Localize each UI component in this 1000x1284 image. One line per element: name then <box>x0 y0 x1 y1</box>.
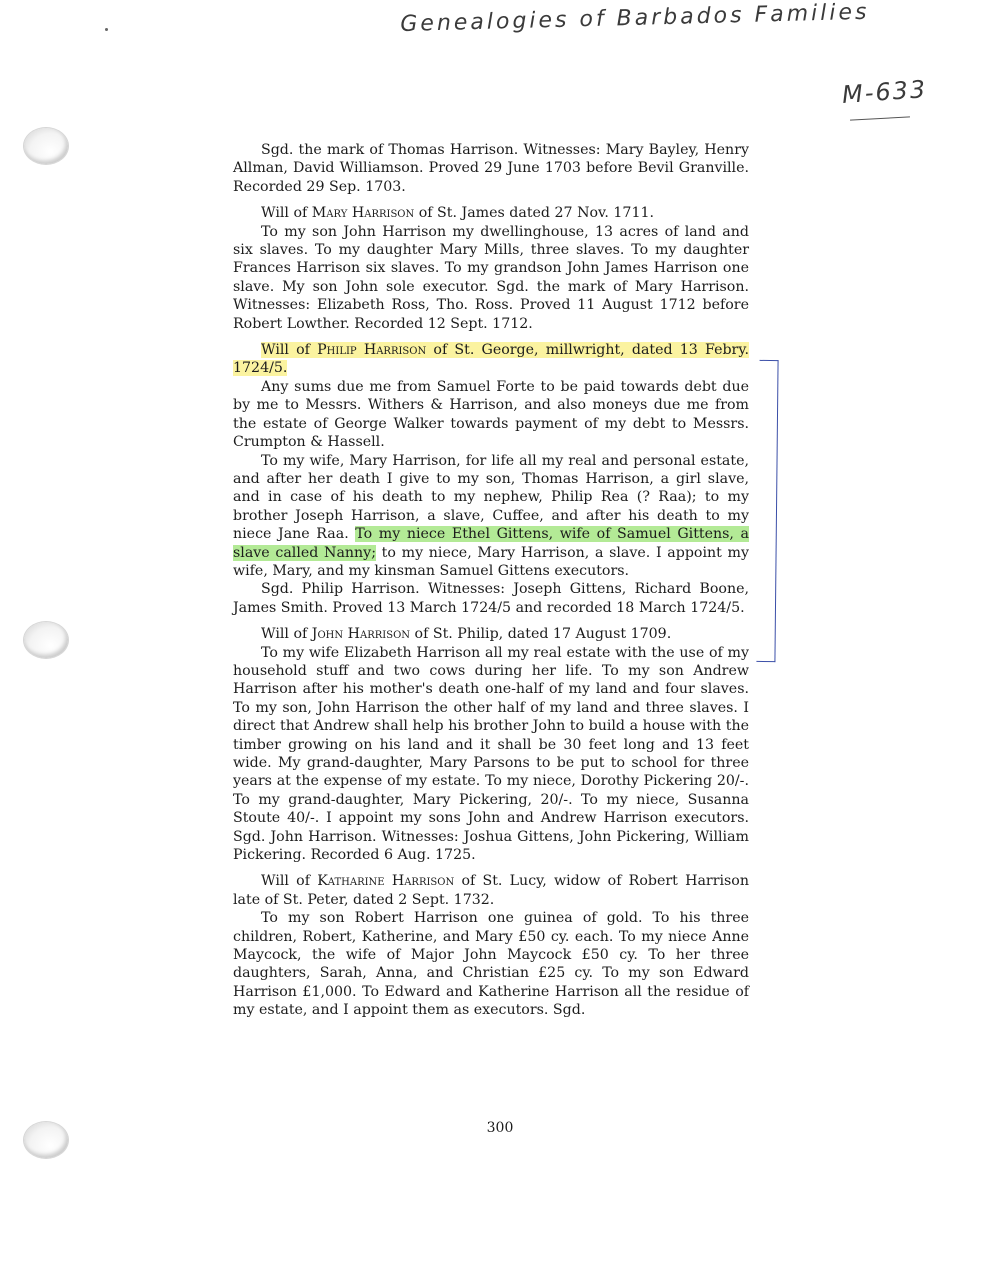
paragraph-p8-part: Will of <box>261 626 312 643</box>
paragraph-p11 <box>233 909 749 1019</box>
text-column <box>233 141 749 1028</box>
paragraph-p4-part: of St. George, millwright, dated 13 Febry. 1724/5. <box>233 342 749 377</box>
paragraph-p10-part: of St. Lucy, widow of Robert Harrison late of St. Peter, dated 2 Sept. 1732. <box>233 873 749 908</box>
paragraph-p8-part: of St. Philip, dated 17 August 1709. <box>410 626 672 643</box>
paragraph-p2-part: Mary Harrison <box>311 205 415 222</box>
paragraph-p2 <box>233 204 749 222</box>
paragraph-p4-part: Will of <box>261 342 318 359</box>
handwritten-reference: M-633 <box>841 75 929 109</box>
page-number: 300 <box>486 1120 514 1136</box>
paragraph-p7 <box>233 580 749 617</box>
margin-bracket <box>756 360 778 662</box>
paragraph-p8 <box>233 625 749 643</box>
paragraph-p1-part: Sgd. the mark of Thomas Harrison. Witnesses: Mary Bayley, Henry Allman, David Williamson. Proved 29 June 1703 before Bevil Granville. Recorded 29 Sep. 1703. <box>233 142 749 195</box>
paragraph-p6 <box>233 452 749 581</box>
paragraph-p11-part: To my son Robert Harrison one guinea of gold. To his three children, Robert, Katherine, and Mary £50 cy. each. To my niece Anne Maycock, the wife of Major John Maycock £50 cy. To her three daughters, Sarah, Anna, and Christian £25 cy. To my son Edward Harrison £1,000. To Edward and Katherine Harrison all the residue of my estate, and I appoint them as executors. Sgd. <box>233 910 749 1019</box>
paragraph-p1 <box>233 141 749 196</box>
paragraph-p10 <box>233 872 749 909</box>
handwritten-title: Genealogies of Barbados Families <box>400 0 870 37</box>
paragraph-p10-part: Katharine Harrison <box>317 873 455 890</box>
paragraph-p9-part: To my wife Elizabeth Harrison all my real estate with the use of my household stuff and two cows during her life. To my son Andrew Harrison after his mother's death one-half of my land and four slaves. To my son, John Harrison the other half of my land and three slaves. I direct that Andrew shall help his brother John to build a house with the timber growing on his land and it shall be 30 feet long and 13 feet wide. My grand-daughter, Mary Parsons to be put to school for three years at the expense of my estate. To my niece, Dorothy Pickering 20/-. To my grand-daughter, Mary Pickering, 20/-. To my niece, Susanna Stoute 40/-. I appoint my sons John and Andrew Harrison executors. Sgd. John Harrison. Witnesses: Joshua Gittens, John Pickering, William Pickering. Recorded 6 Aug. 1725. <box>233 644 749 864</box>
paragraph-p6-part: To my niece Ethel Gittens, wife of Samuel Gittens, a slave called Nanny; <box>233 526 749 561</box>
binder-hole-middle <box>24 622 68 658</box>
paragraph-p6-part: To my wife, Mary Harrison, for life all my real and personal estate, and after her death I give to my son, Thomas Harrison, a girl slave, and in case of his death to my nephew, Philip Rea (? Raa); to my brother Joseph Harrison, a slave, Cuffee, and after his death to my niece Jane Raa. <box>233 452 749 543</box>
paragraph-p4-part: Philip Harrison <box>317 342 427 359</box>
paragraph-p2-part: Will of <box>261 205 312 222</box>
paragraph-p6-part: to my niece, Mary Harrison, a slave. I appoint my wife, Mary, and my kinsman Samuel Gittens executors. <box>233 544 750 579</box>
paragraph-p8-part: John Harrison <box>311 626 411 643</box>
paragraph-p9 <box>233 644 749 865</box>
paragraph-p5 <box>233 378 749 452</box>
binder-hole-top <box>24 128 68 164</box>
paragraph-p3-part: To my son John Harrison my dwellinghouse, 13 acres of land and six slaves. To my daughter Mary Mills, three slaves. To my daughter Frances Harrison six slaves. To my grandson John James Harrison one slave. My son John sole executor. Sgd. the mark of Mary Harrison. Witnesses: Elizabeth Ross, Tho. Ross. Proved 11 August 1712 before Robert Lowther. Recorded 12 Sept. 1712. <box>233 223 749 332</box>
paragraph-p7-part: Sgd. Philip Harrison. Witnesses: Joseph Gittens, Richard Boone, James Smith. Proved 13 March 1724/5 and recorded 18 March 1724/5. <box>233 581 749 616</box>
paragraph-p3 <box>233 223 749 333</box>
paragraph-p2-part: of St. James dated 27 Nov. 1711. <box>414 205 655 222</box>
ink-dot <box>105 28 108 31</box>
paragraph-p4 <box>233 341 749 378</box>
handwritten-underline <box>850 116 910 120</box>
paragraph-p10-part: Will of <box>261 873 318 890</box>
binder-hole-bottom <box>24 1122 68 1158</box>
paragraph-p5-part: Any sums due me from Samuel Forte to be paid towards debt due by me to Messrs. Withers & Harrison, and also moneys due me from the estate of George Walker towards payment of my debt to Messrs. Crumpton & Hassell. <box>233 378 749 451</box>
